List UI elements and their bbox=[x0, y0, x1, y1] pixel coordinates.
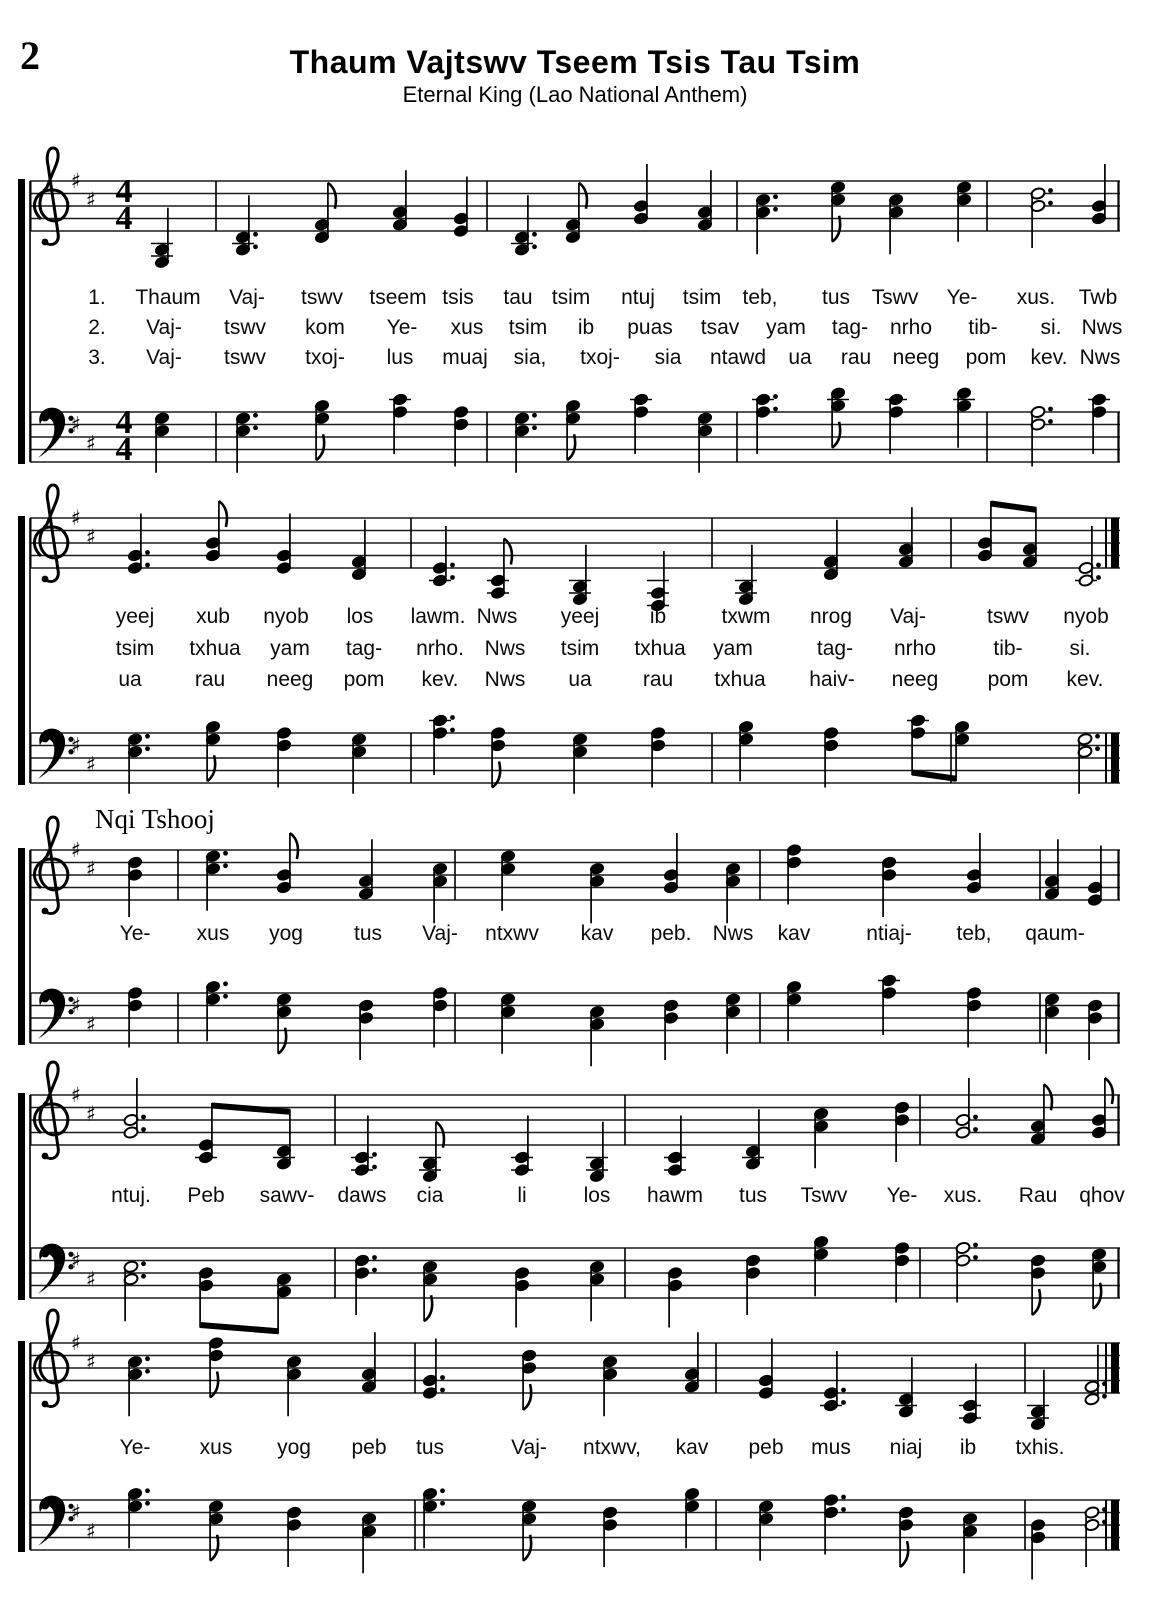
lyric-syllable: kev. bbox=[1066, 668, 1104, 691]
svg-text:4: 4 bbox=[115, 404, 133, 441]
svg-text:4: 4 bbox=[115, 200, 133, 237]
lyric-syllable: neeg bbox=[892, 346, 940, 369]
lyric-syllable: Nws bbox=[1081, 316, 1123, 339]
lyric-syllable: nyob bbox=[1063, 605, 1109, 628]
lyric-syllable: Nws bbox=[484, 637, 526, 660]
svg-text:♯: ♯ bbox=[70, 1083, 82, 1107]
lyric-syllable: qhov bbox=[1079, 1184, 1125, 1207]
lyric-syllable: nrho bbox=[889, 316, 933, 339]
lyric-syllable: Tswv bbox=[800, 1184, 848, 1207]
lyric-syllable: si. bbox=[1069, 637, 1091, 660]
svg-text:♯: ♯ bbox=[85, 431, 97, 456]
lyric-syllable: tus bbox=[415, 1436, 445, 1459]
page-subtitle: Eternal King (Lao National Anthem) bbox=[402, 82, 748, 107]
chorus-section-label: Nqi Tshooj bbox=[95, 804, 215, 834]
lyric-syllable: yog bbox=[269, 922, 303, 945]
lyric-syllable: Rau bbox=[1018, 1184, 1058, 1207]
music-system-5 bbox=[18, 1310, 1120, 1580]
lyric-syllable: neeg bbox=[266, 668, 314, 691]
lyric-syllable: tag- bbox=[345, 637, 383, 660]
lyric-syllable: peb bbox=[748, 1436, 784, 1459]
lyric-syllable: 1. bbox=[88, 286, 106, 309]
lyric-syllable: los bbox=[346, 605, 374, 628]
lyric-syllable: ib bbox=[959, 1436, 977, 1459]
lyric-syllable: ntuj. bbox=[111, 1184, 151, 1207]
lyric-syllable: mus bbox=[811, 1436, 851, 1459]
lyric-syllable: Ye- bbox=[386, 316, 418, 339]
svg-text:♯: ♯ bbox=[70, 993, 82, 1018]
svg-text:♯: ♯ bbox=[85, 1012, 97, 1037]
lyric-syllable: Nws bbox=[476, 605, 518, 628]
lyric-syllable: yam bbox=[766, 316, 806, 339]
svg-text:♯: ♯ bbox=[85, 856, 97, 881]
lyric-syllable: nrog bbox=[809, 605, 853, 628]
svg-text:4: 4 bbox=[115, 173, 133, 210]
svg-text:4: 4 bbox=[115, 431, 133, 468]
lyric-syllable: sawv- bbox=[259, 1184, 315, 1207]
lyric-syllable: qaum- bbox=[1025, 922, 1085, 945]
lyric-syllable: ua bbox=[118, 668, 142, 691]
svg-text:♯: ♯ bbox=[85, 1101, 97, 1126]
lyric-syllable: li bbox=[517, 1184, 527, 1207]
lyric-syllable: tswv bbox=[224, 316, 266, 339]
lyric-syllable: ib bbox=[649, 605, 667, 628]
lyric-syllable: nrho bbox=[893, 637, 937, 660]
lyric-syllable: xus bbox=[450, 316, 484, 339]
lyric-syllable: txhis. bbox=[1015, 1436, 1065, 1459]
svg-text:♯: ♯ bbox=[70, 412, 82, 437]
lyric-syllable: xus bbox=[196, 922, 230, 945]
lyric-syllable: Vaj- bbox=[229, 286, 265, 309]
lyric-syllable: Nws bbox=[484, 668, 526, 691]
lyric-syllable: peb bbox=[351, 1436, 387, 1459]
lyric-syllable: tsis bbox=[442, 286, 474, 309]
svg-text:♯: ♯ bbox=[70, 1248, 82, 1273]
lyric-syllable: haiv- bbox=[809, 668, 855, 691]
lyric-syllable: tswv bbox=[224, 346, 266, 369]
lyric-syllable: pom bbox=[965, 346, 1007, 369]
lyric-syllable: kav bbox=[777, 922, 811, 945]
lyric-syllable: Tswv bbox=[871, 286, 919, 309]
lyric-syllable: sia, bbox=[513, 346, 547, 369]
svg-text:♯: ♯ bbox=[70, 733, 82, 758]
svg-text:♯: ♯ bbox=[85, 752, 97, 777]
lyric-syllable: Ye- bbox=[886, 1184, 918, 1207]
lyric-syllable: tsim bbox=[508, 316, 548, 339]
lyric-syllable: Vaj- bbox=[890, 605, 926, 628]
lyric-syllable: tus bbox=[738, 1184, 768, 1207]
lyric-syllable: kev. bbox=[1030, 346, 1068, 369]
lyric-syllable: Ye- bbox=[119, 922, 151, 945]
lyric-syllable: ua bbox=[788, 346, 812, 369]
lyric-syllable: ntxwv bbox=[485, 922, 539, 945]
lyric-syllable: xus. bbox=[1016, 286, 1056, 309]
page-title: Thaum Vajtswv Tseem Tsis Tau Tsim bbox=[289, 44, 861, 80]
lyric-syllable: Peb bbox=[187, 1184, 225, 1207]
lyric-syllable: tseem bbox=[369, 286, 427, 309]
lyric-syllable: ntawd bbox=[709, 346, 767, 369]
lyric-syllable: tswv bbox=[301, 286, 343, 309]
lyric-syllable: Twb bbox=[1078, 286, 1118, 309]
svg-text:♯: ♯ bbox=[85, 524, 97, 549]
svg-text:♯: ♯ bbox=[70, 506, 82, 530]
lyric-syllable: rau bbox=[840, 346, 872, 369]
lyric-syllable: tsim bbox=[560, 637, 600, 660]
lyric-syllable: xub bbox=[196, 605, 230, 628]
lyric-syllable: yeej bbox=[115, 605, 155, 628]
lyric-syllable: xus bbox=[199, 1436, 233, 1459]
lyric-syllable: kav bbox=[675, 1436, 709, 1459]
music-system-1 bbox=[18, 148, 1120, 473]
lyric-syllable: puas bbox=[627, 316, 673, 339]
lyric-syllable: rau bbox=[194, 668, 226, 691]
lyric-syllable: Ye- bbox=[119, 1436, 151, 1459]
svg-text:♯: ♯ bbox=[70, 169, 82, 193]
lyric-syllable: 2. bbox=[88, 316, 106, 339]
lyric-syllable: yam bbox=[713, 637, 753, 660]
lyric-syllable: kom bbox=[305, 316, 345, 339]
lyric-syllable: teb, bbox=[956, 922, 992, 945]
lyric-syllable: daws bbox=[337, 1184, 387, 1207]
lyric-syllable: txoj- bbox=[580, 346, 620, 369]
lyric-syllable: tag- bbox=[831, 316, 869, 339]
lyric-syllable: txhua bbox=[634, 637, 686, 660]
lyric-syllable: sia bbox=[654, 346, 682, 369]
lyric-syllable: ntuj bbox=[621, 286, 655, 309]
svg-text:♯: ♯ bbox=[85, 1267, 97, 1292]
lyric-syllable: tib- bbox=[968, 316, 998, 339]
lyric-syllable: tsav bbox=[700, 316, 740, 339]
lyric-syllable: Vaj- bbox=[422, 922, 458, 945]
svg-text:♯: ♯ bbox=[70, 838, 82, 862]
lyric-syllable: txhua bbox=[189, 637, 241, 660]
lyric-syllable: Nws bbox=[712, 922, 754, 945]
lyric-syllable: tswv bbox=[987, 605, 1029, 628]
page-number: 2 bbox=[20, 33, 40, 78]
svg-text:♯: ♯ bbox=[70, 1331, 82, 1355]
music-system-3 bbox=[18, 817, 1120, 1066]
lyric-syllable: neeg bbox=[891, 668, 939, 691]
lyric-syllable: Nws bbox=[1079, 346, 1121, 369]
lyric-syllable: tsim bbox=[551, 286, 591, 309]
lyric-syllable: kev. bbox=[421, 668, 459, 691]
lyric-syllable: tag- bbox=[816, 637, 854, 660]
lyric-syllable: lawm. bbox=[410, 605, 466, 628]
lyric-syllable: niaj bbox=[889, 1436, 923, 1459]
lyric-syllable: ntxwv, bbox=[583, 1436, 641, 1459]
lyric-syllable: nrho. bbox=[416, 637, 464, 660]
lyric-syllable: nyob bbox=[263, 605, 309, 628]
lyric-syllable: tus bbox=[353, 922, 383, 945]
svg-text:♯: ♯ bbox=[85, 1519, 97, 1544]
svg-text:♯: ♯ bbox=[85, 187, 97, 212]
lyric-syllable: tsim bbox=[682, 286, 722, 309]
lyric-syllable: 3. bbox=[88, 346, 106, 369]
lyric-syllable: Vaj- bbox=[146, 346, 182, 369]
lyric-syllable: cia bbox=[416, 1184, 444, 1207]
lyric-syllable: rau bbox=[642, 668, 674, 691]
lyric-syllable: los bbox=[583, 1184, 611, 1207]
lyric-syllable: tib- bbox=[993, 637, 1023, 660]
lyric-syllable: Thaum bbox=[135, 286, 201, 309]
svg-text:♯: ♯ bbox=[85, 1349, 97, 1374]
lyric-syllable: Ye- bbox=[946, 286, 978, 309]
lyric-syllable: tsim bbox=[115, 637, 155, 660]
lyric-syllable: kav bbox=[580, 922, 614, 945]
lyric-syllable: yog bbox=[277, 1436, 311, 1459]
lyric-syllable: lus bbox=[386, 346, 414, 369]
lyric-syllable: si. bbox=[1040, 316, 1062, 339]
svg-text:♯: ♯ bbox=[70, 1500, 82, 1525]
lyric-syllable: tau bbox=[503, 286, 533, 309]
lyric-syllable: ib bbox=[577, 316, 595, 339]
lyric-syllable: Vaj- bbox=[146, 316, 182, 339]
lyric-syllable: teb, bbox=[742, 286, 778, 309]
lyric-syllable: yeej bbox=[560, 605, 600, 628]
lyric-syllable: txhua bbox=[714, 668, 766, 691]
lyric-syllable: yam bbox=[270, 637, 310, 660]
lyric-syllable: peb. bbox=[650, 922, 692, 945]
lyric-syllable: hawm bbox=[646, 1184, 704, 1207]
lyric-syllable: pom bbox=[987, 668, 1029, 691]
lyric-syllable: xus. bbox=[943, 1184, 983, 1207]
lyric-syllable: txoj- bbox=[305, 346, 345, 369]
lyric-syllable: muaj bbox=[442, 346, 488, 369]
lyric-syllable: ua bbox=[568, 668, 592, 691]
lyric-syllable: tus bbox=[821, 286, 851, 309]
lyric-syllable: txwm bbox=[721, 605, 771, 628]
lyric-syllable: ntiaj- bbox=[866, 922, 912, 945]
lyric-syllable: Vaj- bbox=[511, 1436, 547, 1459]
lyric-syllable: pom bbox=[343, 668, 385, 691]
